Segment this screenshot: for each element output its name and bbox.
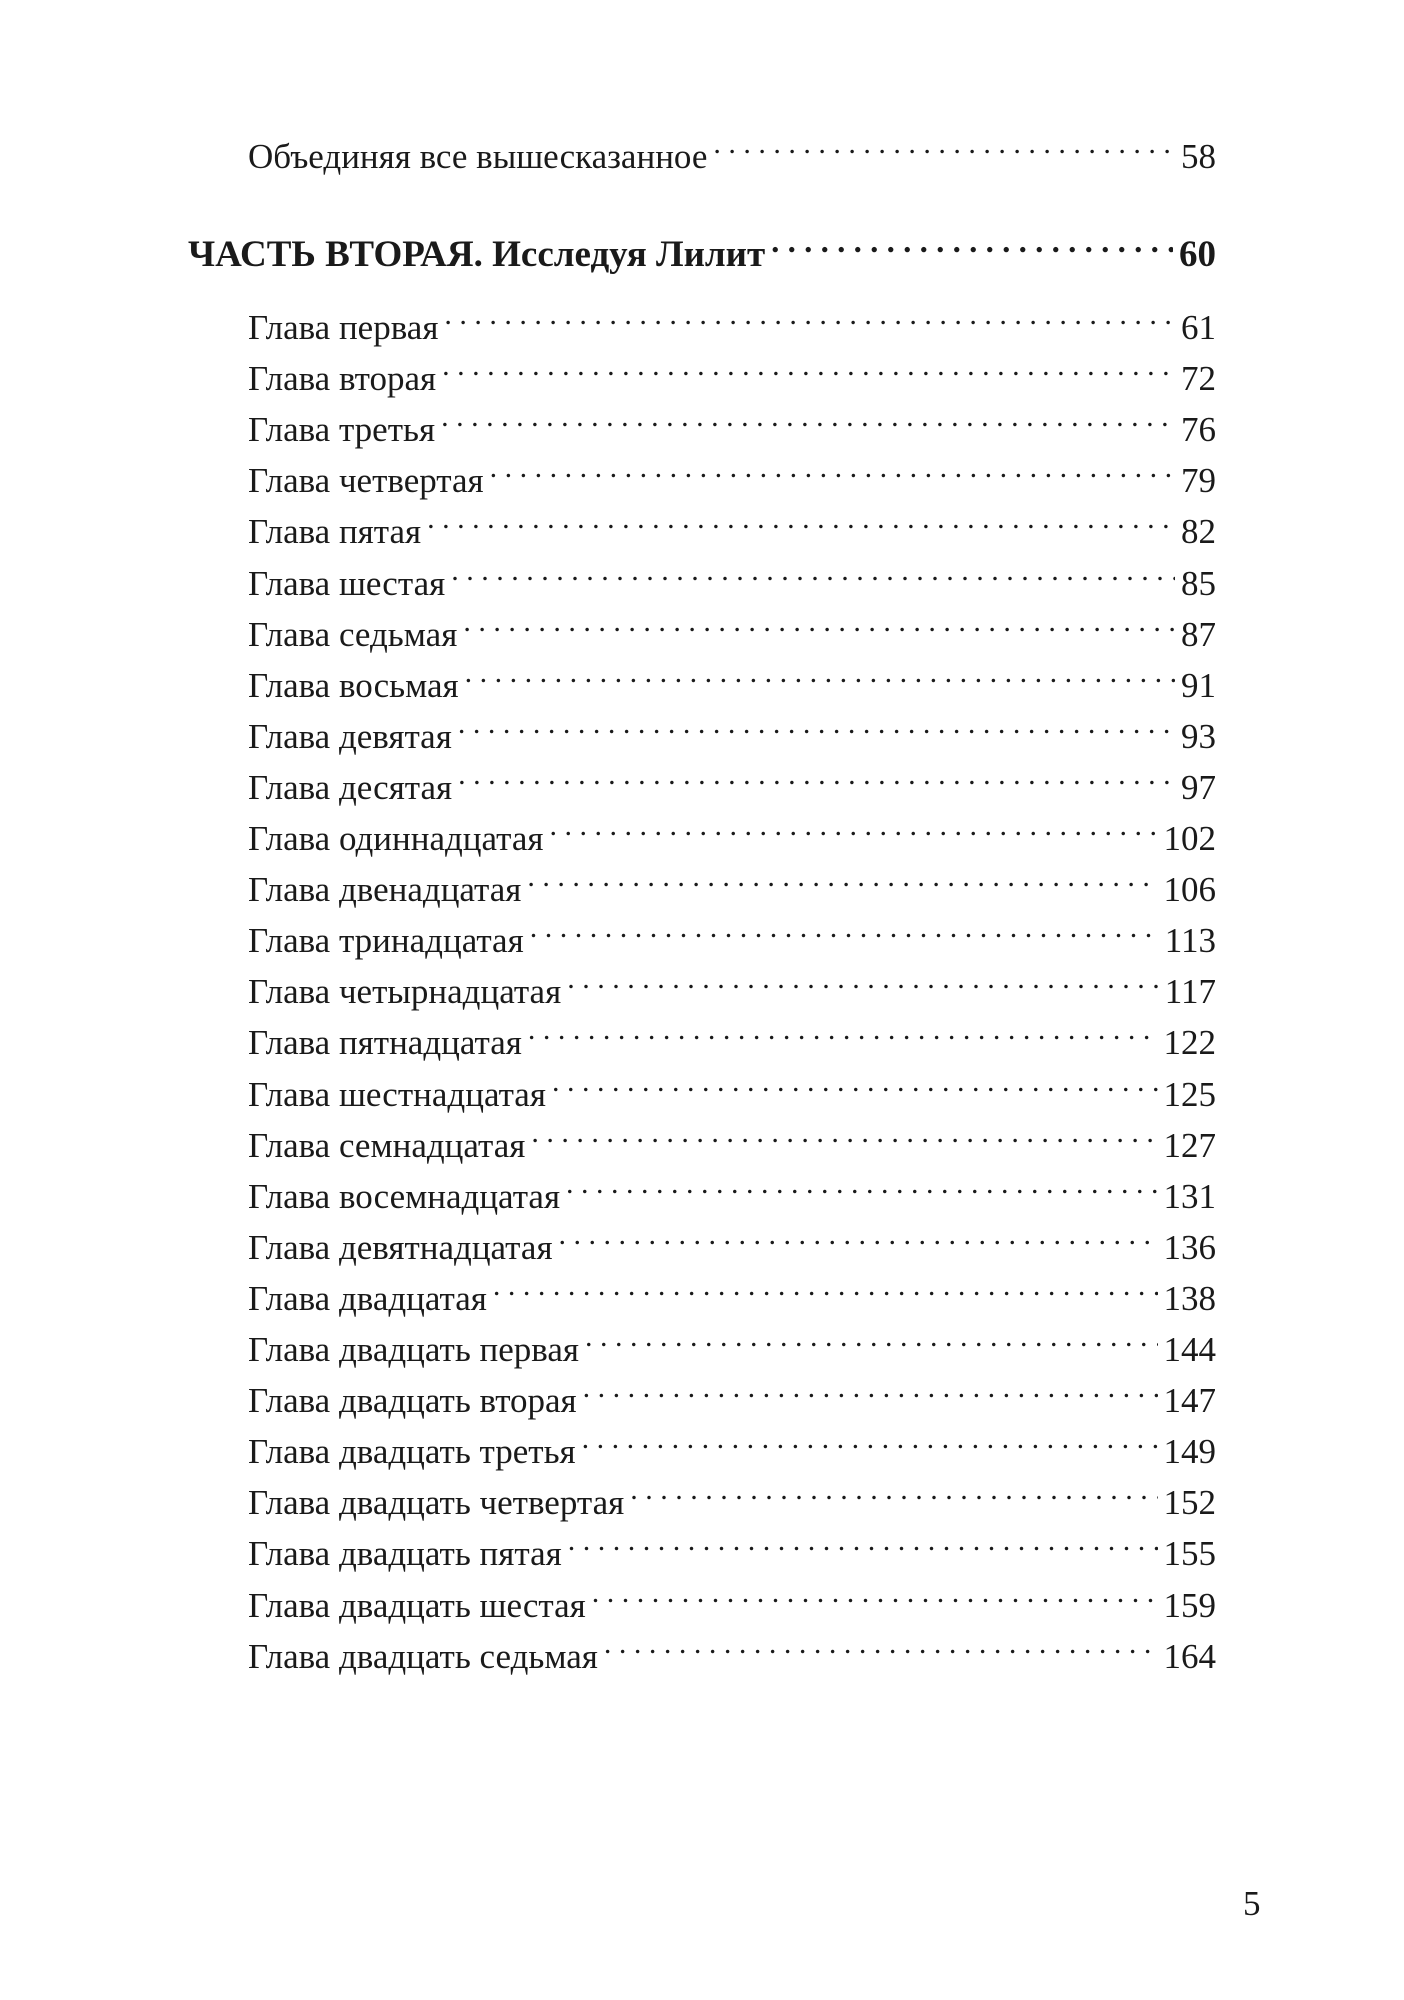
chapter-title: Глава третья <box>248 410 436 449</box>
chapter-page: 76 <box>1181 410 1216 449</box>
chapter-page: 144 <box>1163 1330 1216 1369</box>
chapter-title: Глава четвертая <box>248 461 484 500</box>
chapter-title: Глава двенадцатая <box>248 870 522 909</box>
chapter-page: 159 <box>1163 1586 1216 1625</box>
chapter-title: Глава первая <box>248 308 439 347</box>
chapter-title: Глава двадцать третья <box>248 1432 576 1471</box>
chapter-title: Глава шестая <box>248 564 446 603</box>
dot-leader <box>583 1364 1158 1412</box>
chapter-page: 97 <box>1181 768 1216 807</box>
dot-leader <box>552 1058 1158 1106</box>
dot-leader <box>592 1569 1158 1617</box>
chapter-title: Глава двадцать четвертая <box>248 1483 625 1522</box>
toc-entry-title: Объединяя все вышесказанное <box>248 137 708 176</box>
page-folio: 5 <box>1243 1884 1261 1923</box>
chapter-page: 152 <box>1163 1483 1216 1522</box>
chapter-title: Глава двадцать первая <box>248 1330 579 1369</box>
dot-leader <box>604 1620 1158 1668</box>
chapter-page: 131 <box>1163 1177 1216 1216</box>
chapter-page: 136 <box>1163 1228 1216 1267</box>
dot-leader <box>713 120 1175 168</box>
chapter-title: Глава шестнадцатая <box>248 1075 546 1114</box>
chapter-title: Глава тринадцатая <box>248 921 524 960</box>
dot-leader <box>444 291 1175 339</box>
chapter-title: Глава одиннадцатая <box>248 819 544 858</box>
chapter-page: 61 <box>1181 308 1216 347</box>
chapter-page: 138 <box>1163 1279 1216 1318</box>
dot-leader <box>441 393 1175 441</box>
dot-leader <box>771 218 1173 266</box>
chapter-page: 93 <box>1181 717 1216 756</box>
chapter-title: Глава четырнадцатая <box>248 972 562 1011</box>
dot-leader <box>527 853 1157 901</box>
dot-leader <box>490 444 1175 492</box>
dot-leader <box>458 700 1175 748</box>
dot-leader <box>531 1109 1157 1157</box>
toc-part-heading[interactable] <box>188 218 1216 279</box>
chapter-title: Глава девятая <box>248 717 452 756</box>
chapter-title: Глава двадцать седьмая <box>248 1637 598 1676</box>
chapter-title: Глава пятая <box>248 512 422 551</box>
dot-leader <box>530 904 1159 952</box>
toc-entry-page: 58 <box>1181 137 1216 176</box>
dot-leader <box>442 342 1175 390</box>
dot-leader <box>585 1313 1158 1361</box>
chapter-page: 79 <box>1181 461 1216 500</box>
dot-leader <box>458 751 1175 799</box>
chapter-page: 164 <box>1163 1637 1216 1676</box>
dot-leader <box>528 1006 1158 1054</box>
chapter-page: 82 <box>1181 512 1216 551</box>
dot-leader <box>550 802 1158 850</box>
chapter-title: Глава восьмая <box>248 666 459 705</box>
part-title: Исследуя Лилит <box>492 234 766 275</box>
chapter-page: 127 <box>1163 1126 1216 1165</box>
dot-leader <box>630 1466 1157 1514</box>
chapter-title: Глава девятнадцатая <box>248 1228 553 1267</box>
dot-leader <box>567 955 1159 1003</box>
chapter-page: 122 <box>1163 1023 1216 1062</box>
part-label: ЧАСТЬ ВТОРАЯ. <box>188 234 483 275</box>
chapter-page: 72 <box>1181 359 1216 398</box>
toc-chapter-entry[interactable] <box>248 1620 1216 1681</box>
chapter-page: 85 <box>1181 564 1216 603</box>
chapter-page: 155 <box>1163 1534 1216 1573</box>
chapter-page: 117 <box>1164 972 1216 1011</box>
dot-leader <box>451 547 1175 595</box>
chapter-title: Глава пятнадцатая <box>248 1023 522 1062</box>
chapter-page: 113 <box>1164 921 1216 960</box>
chapter-title: Глава двадцать шестая <box>248 1586 586 1625</box>
dot-leader <box>582 1415 1158 1463</box>
chapter-title: Глава вторая <box>248 359 437 398</box>
dot-leader <box>465 649 1175 697</box>
chapter-title: Глава восемнадцатая <box>248 1177 561 1216</box>
toc-entry-summary[interactable] <box>248 120 1216 181</box>
chapter-title: Глава двадцатая <box>248 1279 487 1318</box>
chapter-page: 106 <box>1163 870 1216 909</box>
part-page: 60 <box>1179 234 1216 275</box>
chapter-page: 91 <box>1181 666 1216 705</box>
dot-leader <box>559 1211 1158 1259</box>
chapter-page: 87 <box>1181 615 1216 654</box>
chapter-page: 125 <box>1163 1075 1216 1114</box>
chapter-page: 147 <box>1163 1381 1216 1420</box>
chapter-page: 149 <box>1163 1432 1216 1471</box>
dot-leader <box>566 1160 1157 1208</box>
part-heading-title <box>188 231 765 279</box>
chapter-title: Глава десятая <box>248 768 453 807</box>
chapter-title: Глава седьмая <box>248 615 458 654</box>
chapter-title: Глава двадцать пятая <box>248 1534 562 1573</box>
chapter-page: 102 <box>1163 819 1216 858</box>
dot-leader <box>493 1262 1158 1310</box>
dot-leader <box>463 598 1175 646</box>
dot-leader <box>427 495 1175 543</box>
dot-leader <box>568 1517 1158 1565</box>
chapter-title: Глава семнадцатая <box>248 1126 526 1165</box>
chapter-title: Глава двадцать вторая <box>248 1381 577 1420</box>
